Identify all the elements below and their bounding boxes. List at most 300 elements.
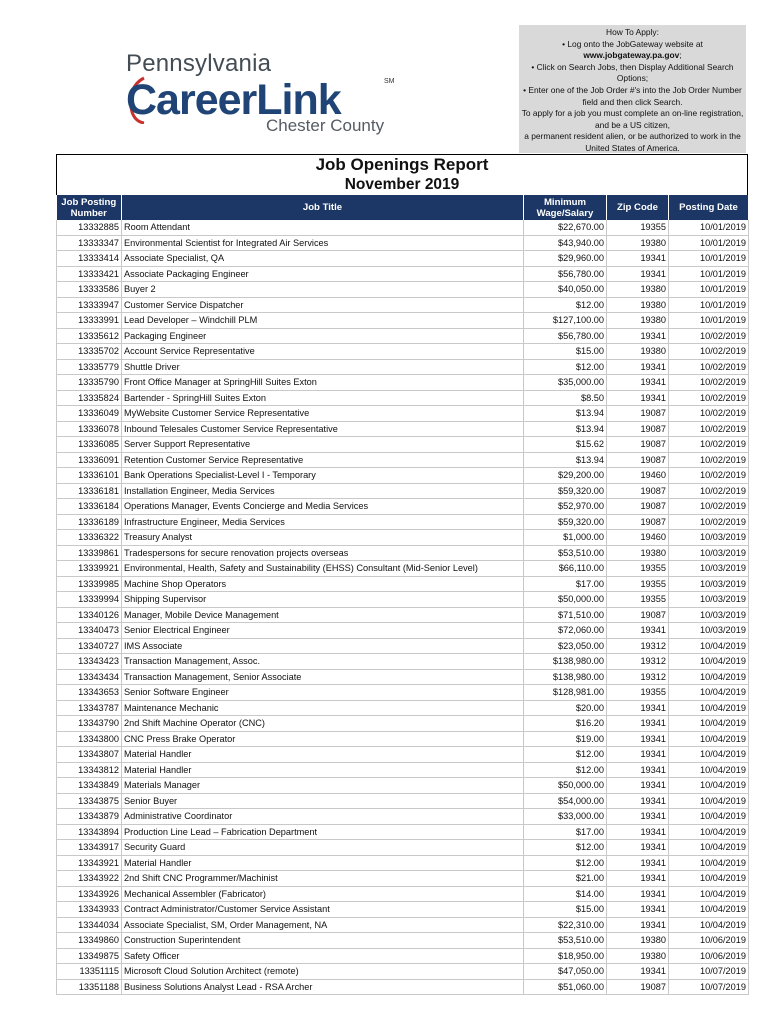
zip-code-cell: 19341	[607, 375, 669, 391]
posting-date-cell: 10/04/2019	[669, 716, 749, 732]
table-row	[57, 793, 749, 809]
zip-code-cell: 19341	[607, 793, 669, 809]
job-number-cell: 13333991	[57, 313, 122, 329]
table-row	[57, 855, 749, 871]
posting-date-cell: 10/04/2019	[669, 654, 749, 670]
min-wage-cell: $138,980.00	[524, 654, 607, 670]
zip-code-cell: 19355	[607, 592, 669, 608]
job-number-cell: 13351188	[57, 979, 122, 995]
min-wage-cell: $12.00	[524, 762, 607, 778]
job-number-cell: 13340473	[57, 623, 122, 639]
job-number-cell: 13343790	[57, 716, 122, 732]
job-number-cell: 13339861	[57, 545, 122, 561]
table-row	[57, 297, 749, 313]
min-wage-cell: $51,060.00	[524, 979, 607, 995]
min-wage-cell: $17.00	[524, 576, 607, 592]
posting-date-cell: 10/04/2019	[669, 669, 749, 685]
min-wage-cell: $66,110.00	[524, 561, 607, 577]
posting-date-cell: 10/02/2019	[669, 514, 749, 530]
table-row	[57, 468, 749, 484]
min-wage-cell: $53,510.00	[524, 545, 607, 561]
min-wage-cell: $35,000.00	[524, 375, 607, 391]
posting-date-cell: 10/04/2019	[669, 855, 749, 871]
job-number-cell: 13339994	[57, 592, 122, 608]
posting-date-cell: 10/07/2019	[669, 979, 749, 995]
job-title-cell: Contract Administrator/Customer Service Assistant	[122, 902, 524, 918]
job-number-cell: 13343921	[57, 855, 122, 871]
zip-code-cell: 19087	[607, 452, 669, 468]
zip-code-cell: 19341	[607, 855, 669, 871]
job-title-cell: MyWebsite Customer Service Representative	[122, 406, 524, 422]
min-wage-cell: $15.00	[524, 344, 607, 360]
job-title-cell: Transaction Management, Senior Associate	[122, 669, 524, 685]
zip-code-cell: 19087	[607, 607, 669, 623]
zip-code-cell: 19380	[607, 313, 669, 329]
table-row	[57, 220, 749, 235]
job-title-cell: Material Handler	[122, 762, 524, 778]
job-title-cell: Front Office Manager at SpringHill Suites Exton	[122, 375, 524, 391]
min-wage-cell: $40,050.00	[524, 282, 607, 298]
report-title: Job Openings Report	[315, 155, 489, 174]
job-title-cell: Safety Officer	[122, 948, 524, 964]
header-job-number: Job Posting Number	[57, 195, 122, 220]
job-number-cell: 13343787	[57, 700, 122, 716]
posting-date-cell: 10/02/2019	[669, 390, 749, 406]
zip-code-cell: 19341	[607, 871, 669, 887]
posting-date-cell: 10/03/2019	[669, 623, 749, 639]
zip-code-cell: 19341	[607, 762, 669, 778]
table-row	[57, 607, 749, 623]
posting-date-cell: 10/03/2019	[669, 607, 749, 623]
job-title-cell: 2nd Shift Machine Operator (CNC)	[122, 716, 524, 732]
posting-date-cell: 10/01/2019	[669, 251, 749, 267]
job-number-cell: 13333421	[57, 266, 122, 282]
zip-code-cell: 19341	[607, 824, 669, 840]
header-zip-code: Zip Code	[607, 195, 669, 220]
table-row	[57, 313, 749, 329]
table-row	[57, 747, 749, 763]
posting-date-cell: 10/03/2019	[669, 576, 749, 592]
zip-code-cell: 19341	[607, 390, 669, 406]
job-title-cell: Security Guard	[122, 840, 524, 856]
job-number-cell: 13340727	[57, 638, 122, 654]
zip-code-cell: 19355	[607, 561, 669, 577]
job-number-cell: 13349860	[57, 933, 122, 949]
zip-code-cell: 19341	[607, 747, 669, 763]
logo-brand: CareerLink	[126, 76, 341, 124]
job-number-cell: 13335790	[57, 375, 122, 391]
table-row	[57, 700, 749, 716]
job-number-cell: 13335612	[57, 328, 122, 344]
job-title-cell: Infrastructure Engineer, Media Services	[122, 514, 524, 530]
job-title-cell: 2nd Shift CNC Programmer/Machinist	[122, 871, 524, 887]
posting-date-cell: 10/04/2019	[669, 685, 749, 701]
job-number-cell: 13343812	[57, 762, 122, 778]
job-number-cell: 13343894	[57, 824, 122, 840]
job-title-cell: Retention Customer Service Representative	[122, 452, 524, 468]
zip-code-cell: 19341	[607, 328, 669, 344]
posting-date-cell: 10/01/2019	[669, 282, 749, 298]
zip-code-cell: 19341	[607, 623, 669, 639]
posting-date-cell: 10/01/2019	[669, 313, 749, 329]
job-title-cell: Inbound Telesales Customer Service Representative	[122, 421, 524, 437]
min-wage-cell: $16.20	[524, 716, 607, 732]
job-title-cell: Business Solutions Analyst Lead - RSA Archer	[122, 979, 524, 995]
min-wage-cell: $8.50	[524, 390, 607, 406]
zip-code-cell: 19341	[607, 716, 669, 732]
zip-code-cell: 19341	[607, 251, 669, 267]
min-wage-cell: $22,310.00	[524, 917, 607, 933]
job-title-cell: Customer Service Dispatcher	[122, 297, 524, 313]
zip-code-cell: 19460	[607, 468, 669, 484]
table-row	[57, 669, 749, 685]
table-row	[57, 545, 749, 561]
table-row	[57, 576, 749, 592]
job-title-cell: Bartender - SpringHill Suites Exton	[122, 390, 524, 406]
job-number-cell: 13343875	[57, 793, 122, 809]
min-wage-cell: $29,960.00	[524, 251, 607, 267]
min-wage-cell: $71,510.00	[524, 607, 607, 623]
table-row	[57, 902, 749, 918]
job-title-cell: Microsoft Cloud Solution Architect (remote)	[122, 964, 524, 980]
table-row	[57, 359, 749, 375]
table-row	[57, 561, 749, 577]
min-wage-cell: $43,940.00	[524, 235, 607, 251]
posting-date-cell: 10/03/2019	[669, 545, 749, 561]
zip-code-cell: 19380	[607, 948, 669, 964]
posting-date-cell: 10/02/2019	[669, 468, 749, 484]
posting-date-cell: 10/06/2019	[669, 933, 749, 949]
job-title-cell: Manager, Mobile Device Management	[122, 607, 524, 623]
job-title-cell: Senior Electrical Engineer	[122, 623, 524, 639]
job-title-cell: Room Attendant	[122, 220, 524, 235]
zip-code-cell: 19087	[607, 499, 669, 515]
posting-date-cell: 10/04/2019	[669, 840, 749, 856]
job-title-cell: Environmental Scientist for Integrated Air Services	[122, 235, 524, 251]
how-to-apply-box	[519, 25, 746, 153]
min-wage-cell: $13.94	[524, 406, 607, 422]
job-title-cell: Construction Superintendent	[122, 933, 524, 949]
zip-code-cell: 19380	[607, 282, 669, 298]
posting-date-cell: 10/02/2019	[669, 421, 749, 437]
job-title-cell: Transaction Management, Assoc.	[122, 654, 524, 670]
posting-date-cell: 10/02/2019	[669, 452, 749, 468]
zip-code-cell: 19380	[607, 297, 669, 313]
min-wage-cell: $12.00	[524, 747, 607, 763]
table-header-row	[57, 195, 749, 220]
jobgateway-link[interactable]: www.jobgateway.pa.gov	[583, 50, 680, 61]
min-wage-cell: $12.00	[524, 359, 607, 375]
job-number-cell: 13332885	[57, 220, 122, 235]
apply-step-1: • Log onto the JobGateway website at	[562, 38, 703, 49]
min-wage-cell: $15.62	[524, 437, 607, 453]
job-title-cell: Material Handler	[122, 747, 524, 763]
header-posting-date: Posting Date	[669, 195, 749, 220]
job-title-cell: Mechanical Assembler (Fabricator)	[122, 886, 524, 902]
min-wage-cell: $15.00	[524, 902, 607, 918]
min-wage-cell: $33,000.00	[524, 809, 607, 825]
zip-code-cell: 19380	[607, 933, 669, 949]
zip-code-cell: 19312	[607, 669, 669, 685]
job-title-cell: CNC Press Brake Operator	[122, 731, 524, 747]
job-number-cell: 13349875	[57, 948, 122, 964]
job-title-cell: Senior Buyer	[122, 793, 524, 809]
table-row	[57, 654, 749, 670]
posting-date-cell: 10/04/2019	[669, 902, 749, 918]
min-wage-cell: $53,510.00	[524, 933, 607, 949]
table-row	[57, 514, 749, 530]
job-number-cell: 13343653	[57, 685, 122, 701]
table-row	[57, 840, 749, 856]
zip-code-cell: 19087	[607, 437, 669, 453]
apply-eligibility-2: a permanent resident alien, or be authorized to work in the United States of America.	[524, 131, 741, 153]
job-title-cell: Shuttle Driver	[122, 359, 524, 375]
zip-code-cell: 19312	[607, 654, 669, 670]
job-number-cell: 13336049	[57, 406, 122, 422]
job-number-cell: 13351115	[57, 964, 122, 980]
job-title-cell: Material Handler	[122, 855, 524, 871]
min-wage-cell: $59,320.00	[524, 483, 607, 499]
posting-date-cell: 10/02/2019	[669, 499, 749, 515]
posting-date-cell: 10/02/2019	[669, 328, 749, 344]
posting-date-cell: 10/03/2019	[669, 592, 749, 608]
table-row	[57, 948, 749, 964]
posting-date-cell: 10/02/2019	[669, 375, 749, 391]
job-number-cell: 13343800	[57, 731, 122, 747]
min-wage-cell: $12.00	[524, 855, 607, 871]
min-wage-cell: $17.00	[524, 824, 607, 840]
posting-date-cell: 10/04/2019	[669, 809, 749, 825]
zip-code-cell: 19341	[607, 266, 669, 282]
job-title-cell: Senior Software Engineer	[122, 685, 524, 701]
table-row	[57, 328, 749, 344]
job-title-cell: Lead Developer – Windchill PLM	[122, 313, 524, 329]
posting-date-cell: 10/04/2019	[669, 793, 749, 809]
posting-date-cell: 10/04/2019	[669, 762, 749, 778]
apply-eligibility-1: To apply for a job you must complete an on-line registration, and be a US citizen,	[521, 108, 744, 130]
job-title-cell: Materials Manager	[122, 778, 524, 794]
posting-date-cell: 10/02/2019	[669, 406, 749, 422]
job-title-cell: Maintenance Mechanic	[122, 700, 524, 716]
zip-code-cell: 19341	[607, 840, 669, 856]
report-period: November 2019	[344, 176, 460, 193]
table-row	[57, 390, 749, 406]
min-wage-cell: $29,200.00	[524, 468, 607, 484]
posting-date-cell: 10/02/2019	[669, 359, 749, 375]
job-title-cell: Environmental, Health, Safety and Sustainability (EHSS) Consultant (Mid-Senior Level)	[122, 561, 524, 577]
min-wage-cell: $13.94	[524, 421, 607, 437]
job-number-cell: 13333414	[57, 251, 122, 267]
min-wage-cell: $22,670.00	[524, 220, 607, 235]
job-number-cell: 13336189	[57, 514, 122, 530]
job-number-cell: 13335779	[57, 359, 122, 375]
job-number-cell: 13343423	[57, 654, 122, 670]
job-number-cell: 13343917	[57, 840, 122, 856]
posting-date-cell: 10/04/2019	[669, 871, 749, 887]
posting-date-cell: 10/04/2019	[669, 824, 749, 840]
posting-date-cell: 10/04/2019	[669, 638, 749, 654]
job-number-cell: 13333347	[57, 235, 122, 251]
zip-code-cell: 19355	[607, 685, 669, 701]
job-number-cell: 13333947	[57, 297, 122, 313]
table-row	[57, 778, 749, 794]
min-wage-cell: $19.00	[524, 731, 607, 747]
zip-code-cell: 19355	[607, 576, 669, 592]
table-row	[57, 762, 749, 778]
min-wage-cell: $47,050.00	[524, 964, 607, 980]
min-wage-cell: $23,050.00	[524, 638, 607, 654]
job-number-cell: 13343922	[57, 871, 122, 887]
job-title-cell: Shipping Supervisor	[122, 592, 524, 608]
table-row	[57, 530, 749, 546]
apply-step-3: • Enter one of the Job Order #'s into the Job Order Number field and then click Search.	[523, 84, 742, 107]
job-number-cell: 13343926	[57, 886, 122, 902]
posting-date-cell: 10/01/2019	[669, 220, 749, 235]
zip-code-cell: 19341	[607, 359, 669, 375]
posting-date-cell: 10/04/2019	[669, 886, 749, 902]
posting-date-cell: 10/03/2019	[669, 530, 749, 546]
zip-code-cell: 19087	[607, 979, 669, 995]
table-row	[57, 344, 749, 360]
zip-code-cell: 19341	[607, 886, 669, 902]
table-row	[57, 452, 749, 468]
min-wage-cell: $21.00	[524, 871, 607, 887]
min-wage-cell: $20.00	[524, 700, 607, 716]
job-number-cell: 13336101	[57, 468, 122, 484]
table-row	[57, 685, 749, 701]
posting-date-cell: 10/06/2019	[669, 948, 749, 964]
job-number-cell: 13344034	[57, 917, 122, 933]
table-row	[57, 251, 749, 267]
posting-date-cell: 10/02/2019	[669, 344, 749, 360]
zip-code-cell: 19341	[607, 778, 669, 794]
zip-code-cell: 19087	[607, 483, 669, 499]
job-number-cell: 13343849	[57, 778, 122, 794]
logo-service-mark: SM	[384, 78, 395, 85]
job-title-cell: Production Line Lead – Fabrication Department	[122, 824, 524, 840]
job-number-cell: 13343434	[57, 669, 122, 685]
zip-code-cell: 19380	[607, 344, 669, 360]
job-number-cell: 13343879	[57, 809, 122, 825]
job-number-cell: 13339985	[57, 576, 122, 592]
table-row	[57, 375, 749, 391]
posting-date-cell: 10/01/2019	[669, 235, 749, 251]
posting-date-cell: 10/04/2019	[669, 917, 749, 933]
table-row	[57, 964, 749, 980]
posting-date-cell: 10/02/2019	[669, 437, 749, 453]
job-number-cell: 13336184	[57, 499, 122, 515]
min-wage-cell: $138,980.00	[524, 669, 607, 685]
job-title-cell: IMS Associate	[122, 638, 524, 654]
table-row	[57, 499, 749, 515]
job-number-cell: 13340126	[57, 607, 122, 623]
zip-code-cell: 19460	[607, 530, 669, 546]
header-job-title: Job Title	[122, 195, 524, 220]
job-title-cell: Buyer 2	[122, 282, 524, 298]
job-number-cell: 13333586	[57, 282, 122, 298]
posting-date-cell: 10/01/2019	[669, 297, 749, 313]
table-row	[57, 437, 749, 453]
job-number-cell: 13343933	[57, 902, 122, 918]
zip-code-cell: 19087	[607, 406, 669, 422]
table-row	[57, 933, 749, 949]
zip-code-cell: 19355	[607, 220, 669, 235]
posting-date-cell: 10/07/2019	[669, 964, 749, 980]
min-wage-cell: $128,981.00	[524, 685, 607, 701]
job-title-cell: Account Service Representative	[122, 344, 524, 360]
apply-step-2: • Click on Search Jobs, then Display Additional Search Options;	[531, 61, 734, 84]
posting-date-cell: 10/04/2019	[669, 778, 749, 794]
job-title-cell: Associate Specialist, SM, Order Management, NA	[122, 917, 524, 933]
table-row	[57, 282, 749, 298]
min-wage-cell: $127,100.00	[524, 313, 607, 329]
table-row	[57, 483, 749, 499]
job-title-cell: Packaging Engineer	[122, 328, 524, 344]
job-number-cell: 13336322	[57, 530, 122, 546]
min-wage-cell: $14.00	[524, 886, 607, 902]
table-row	[57, 824, 749, 840]
job-number-cell: 13339921	[57, 561, 122, 577]
header-min-wage: Minimum Wage/Salary	[524, 195, 607, 220]
posting-date-cell: 10/02/2019	[669, 483, 749, 499]
zip-code-cell: 19341	[607, 917, 669, 933]
job-title-cell: Associate Packaging Engineer	[122, 266, 524, 282]
zip-code-cell: 19312	[607, 638, 669, 654]
job-title-cell: Administrative Coordinator	[122, 809, 524, 825]
report-title-box	[56, 154, 748, 195]
job-title-cell: Tradespersons for secure renovation projects overseas	[122, 545, 524, 561]
min-wage-cell: $59,320.00	[524, 514, 607, 530]
posting-date-cell: 10/04/2019	[669, 747, 749, 763]
zip-code-cell: 19341	[607, 902, 669, 918]
job-openings-table	[56, 195, 749, 995]
job-title-cell: Treasury Analyst	[122, 530, 524, 546]
zip-code-cell: 19087	[607, 514, 669, 530]
min-wage-cell: $13.94	[524, 452, 607, 468]
careerlink-logo	[126, 50, 396, 140]
job-title-cell: Installation Engineer, Media Services	[122, 483, 524, 499]
posting-date-cell: 10/03/2019	[669, 561, 749, 577]
job-number-cell: 13336078	[57, 421, 122, 437]
logo-county: Chester County	[266, 116, 385, 135]
job-number-cell: 13336181	[57, 483, 122, 499]
zip-code-cell: 19341	[607, 731, 669, 747]
min-wage-cell: $72,060.00	[524, 623, 607, 639]
job-number-cell: 13343807	[57, 747, 122, 763]
job-title-cell: Server Support Representative	[122, 437, 524, 453]
table-row	[57, 809, 749, 825]
min-wage-cell: $50,000.00	[524, 778, 607, 794]
job-title-cell: Bank Operations Specialist-Level I - Temporary	[122, 468, 524, 484]
job-number-cell: 13336085	[57, 437, 122, 453]
table-row	[57, 235, 749, 251]
min-wage-cell: $12.00	[524, 297, 607, 313]
zip-code-cell: 19380	[607, 545, 669, 561]
posting-date-cell: 10/01/2019	[669, 266, 749, 282]
min-wage-cell: $54,000.00	[524, 793, 607, 809]
min-wage-cell: $52,970.00	[524, 499, 607, 515]
table-row	[57, 886, 749, 902]
table-row	[57, 421, 749, 437]
logo-state: Pennsylvania	[126, 50, 272, 77]
apply-url-line: www.jobgateway.pa.gov;	[583, 50, 682, 61]
job-number-cell: 13336091	[57, 452, 122, 468]
table-row	[57, 731, 749, 747]
min-wage-cell: $12.00	[524, 840, 607, 856]
job-number-cell: 13335824	[57, 390, 122, 406]
job-title-cell: Machine Shop Operators	[122, 576, 524, 592]
min-wage-cell: $56,780.00	[524, 328, 607, 344]
